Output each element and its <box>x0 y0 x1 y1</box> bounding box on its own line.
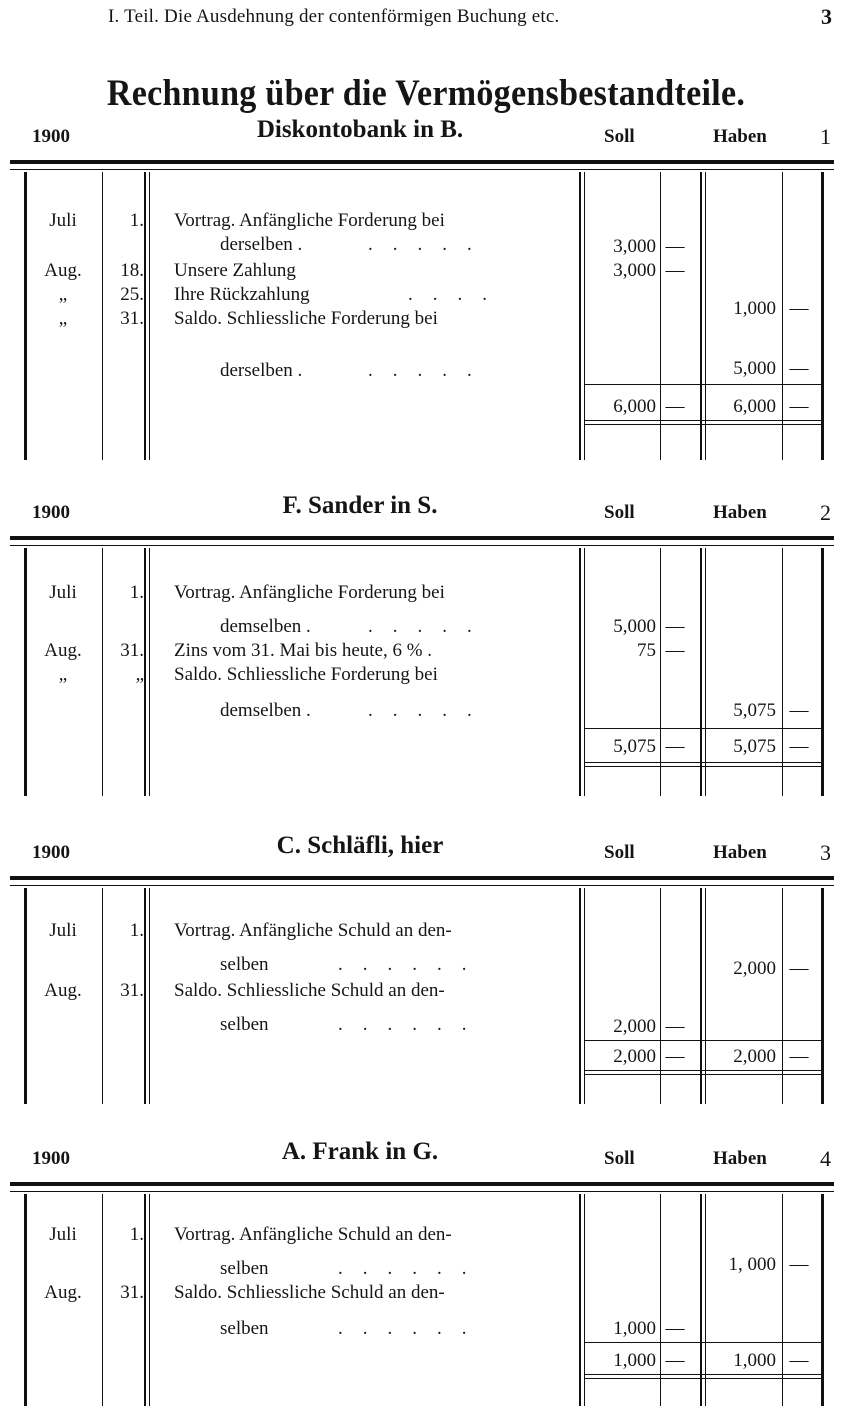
soll-total-cents: — <box>665 736 685 757</box>
entry-description-cont: selben <box>220 1318 269 1339</box>
entry-month: „ <box>58 308 68 329</box>
sum-rule <box>584 1342 821 1343</box>
ledger-border <box>821 172 824 460</box>
entry-day: 31. <box>120 308 144 329</box>
ledger-border <box>821 1194 824 1406</box>
ledger-border <box>24 548 27 796</box>
running-header <box>0 0 852 40</box>
leader-dots: ...... <box>338 954 487 975</box>
account-year: 1900 <box>32 126 70 147</box>
account-year: 1900 <box>32 1148 70 1169</box>
haben-cents: — <box>789 958 809 979</box>
account-header <box>0 116 852 152</box>
soll-amount: 3,000 <box>613 236 656 257</box>
haben-total-cents: — <box>789 1046 809 1067</box>
ledger-divider <box>700 548 702 796</box>
entry-description-cont: selben <box>220 1258 269 1279</box>
entry-month: Aug. <box>44 260 82 281</box>
soll-total-cents: — <box>665 396 685 417</box>
soll-amount: 5,000 <box>613 616 656 637</box>
account-year: 1900 <box>32 502 70 523</box>
entry-day: 31. <box>120 980 144 1001</box>
running-title: I. Teil. Die Ausdehnung der contenförmigen Buchung etc. <box>108 6 560 27</box>
ledger-divider <box>102 548 103 796</box>
account-1 <box>0 116 852 460</box>
soll-total: 6,000 <box>613 396 656 417</box>
soll-cents: — <box>665 640 685 661</box>
soll-total: 2,000 <box>613 1046 656 1067</box>
ledger-divider <box>700 172 702 460</box>
ledger-divider <box>579 172 581 460</box>
soll-amount: 1,000 <box>613 1318 656 1339</box>
soll-cents: — <box>665 1016 685 1037</box>
entry-description: Saldo. Schliessliche Forderung bei <box>174 308 438 329</box>
entry-day: 1. <box>129 920 144 941</box>
account-number: 2 <box>820 500 831 525</box>
account-number: 4 <box>820 1146 831 1171</box>
header-rule-thin <box>10 885 834 886</box>
ledger-border <box>24 1194 27 1406</box>
ledger-divider <box>782 548 783 796</box>
entry-day: 1. <box>129 582 144 603</box>
total-double-rule <box>584 762 821 767</box>
total-double-rule <box>584 420 821 425</box>
soll-cents: — <box>665 616 685 637</box>
ledger-border <box>24 888 27 1104</box>
ledger-border <box>821 888 824 1104</box>
entry-month: „ <box>58 284 68 305</box>
entry-day: 31. <box>120 640 144 661</box>
account-header <box>0 832 852 868</box>
ledger-divider <box>579 1194 581 1406</box>
leader-dots: ..... <box>368 616 492 637</box>
ledger-border <box>24 172 27 460</box>
ledger-divider <box>660 172 661 460</box>
ledger-divider <box>144 1194 146 1406</box>
soll-total: 1,000 <box>613 1350 656 1371</box>
soll-column-label: Soll <box>604 1148 635 1169</box>
ledger-divider <box>149 172 150 460</box>
entry-month: Aug. <box>44 1282 82 1303</box>
page-title: Rechnung über die Vermögensbestandteile. <box>106 73 746 114</box>
entry-month: Aug. <box>44 980 82 1001</box>
account-4 <box>0 1138 852 1406</box>
haben-total-cents: — <box>789 1350 809 1371</box>
leader-dots: ..... <box>368 360 492 381</box>
soll-column-label: Soll <box>604 502 635 523</box>
leader-dots: .... <box>408 284 507 305</box>
entry-description-cont: demselben . <box>220 700 311 721</box>
account-name: Diskontobank in B. <box>256 116 464 143</box>
ledger-divider <box>144 172 146 460</box>
ledger-divider <box>579 888 581 1104</box>
haben-cents: — <box>789 358 809 379</box>
entry-description-cont: derselben . <box>220 360 303 381</box>
soll-total-cents: — <box>665 1350 685 1371</box>
entry-day: „ <box>135 664 144 685</box>
entry-description-cont: selben <box>220 954 269 975</box>
leader-dots: ...... <box>338 1014 487 1035</box>
leader-dots: ...... <box>338 1258 487 1279</box>
soll-cents: — <box>665 236 685 257</box>
header-rule <box>10 536 834 540</box>
account-number: 3 <box>820 840 831 865</box>
entry-description-cont: selben <box>220 1014 269 1035</box>
soll-amount: 3,000 <box>613 260 656 281</box>
ledger-divider <box>102 888 103 1104</box>
soll-total: 5,075 <box>613 736 656 757</box>
account-header <box>0 1138 852 1174</box>
entry-month: „ <box>58 664 68 685</box>
ledger-divider <box>144 888 146 1104</box>
entry-day: 1. <box>129 1224 144 1245</box>
soll-cents: — <box>665 1318 685 1339</box>
haben-cents: — <box>789 298 809 319</box>
entry-description-cont: derselben . <box>220 234 303 255</box>
account-name: C. Schläfli, hier <box>276 832 444 859</box>
account-header <box>0 492 852 528</box>
haben-amount: 1,000 <box>733 298 776 319</box>
haben-amount: 5,075 <box>733 700 776 721</box>
header-rule-thin <box>10 1191 834 1192</box>
entry-description: Unsere Zahlung <box>174 260 296 281</box>
haben-total-cents: — <box>789 736 809 757</box>
sum-rule <box>584 384 821 385</box>
entry-description: Zins vom 31. Mai bis heute, 6 % . <box>174 640 433 661</box>
entry-month: Aug. <box>44 640 82 661</box>
account-number: 1 <box>820 124 831 149</box>
ledger-border <box>821 548 824 796</box>
entry-month: Juli <box>49 582 77 603</box>
entry-month: Juli <box>49 1224 77 1245</box>
entry-day: 1. <box>129 210 144 231</box>
haben-column-label: Haben <box>713 842 767 863</box>
haben-column-label: Haben <box>713 1148 767 1169</box>
soll-amount: 2,000 <box>613 1016 656 1037</box>
ledger-divider <box>102 1194 103 1406</box>
entry-description: Ihre Rückzahlung <box>174 284 310 305</box>
entry-description: Saldo. Schliessliche Schuld an den- <box>174 1282 445 1303</box>
soll-column-label: Soll <box>604 126 635 147</box>
entry-description: Vortrag. Anfängliche Forderung bei <box>174 582 445 603</box>
ledger-divider <box>579 548 581 796</box>
soll-total-cents: — <box>665 1046 685 1067</box>
haben-total: 5,075 <box>733 736 776 757</box>
entry-description-cont: demselben . <box>220 616 311 637</box>
entry-description: Saldo. Schliessliche Schuld an den- <box>174 980 445 1001</box>
haben-total-cents: — <box>789 396 809 417</box>
soll-cents: — <box>665 260 685 281</box>
haben-cents: — <box>789 700 809 721</box>
entry-description: Vortrag. Anfängliche Schuld an den- <box>174 1224 452 1245</box>
haben-total: 6,000 <box>733 396 776 417</box>
ledger-divider <box>149 548 150 796</box>
haben-amount: 1, 000 <box>728 1254 776 1275</box>
sum-rule <box>584 1040 821 1041</box>
entry-month: Juli <box>49 210 77 231</box>
ledger-divider <box>102 172 103 460</box>
entry-month: Juli <box>49 920 77 941</box>
entry-day: 25. <box>120 284 144 305</box>
ledger-divider <box>782 172 783 460</box>
account-name: A. Frank in G. <box>281 1138 439 1165</box>
header-rule <box>10 876 834 880</box>
account-name: F. Sander in S. <box>282 492 438 519</box>
ledger-divider <box>705 548 706 796</box>
entry-day: 18. <box>120 260 144 281</box>
ledger-divider <box>144 548 146 796</box>
account-2 <box>0 492 852 796</box>
leader-dots: ..... <box>368 234 492 255</box>
haben-column-label: Haben <box>713 502 767 523</box>
entry-description: Vortrag. Anfängliche Forderung bei <box>174 210 445 231</box>
header-rule <box>10 1182 834 1186</box>
header-rule-thin <box>10 545 834 546</box>
entry-description: Saldo. Schliessliche Forderung bei <box>174 664 438 685</box>
account-3 <box>0 832 852 1104</box>
ledger-divider <box>149 888 150 1104</box>
total-double-rule <box>584 1374 821 1379</box>
haben-total: 2,000 <box>733 1046 776 1067</box>
soll-column-label: Soll <box>604 842 635 863</box>
leader-dots: ...... <box>338 1318 487 1339</box>
ledger-divider <box>660 548 661 796</box>
ledger-divider <box>584 548 585 796</box>
total-double-rule <box>584 1070 821 1075</box>
header-rule-thin <box>10 169 834 170</box>
haben-total: 1,000 <box>733 1350 776 1371</box>
header-rule <box>10 160 834 164</box>
entry-description: Vortrag. Anfängliche Schuld an den- <box>174 920 452 941</box>
soll-amount: 75 <box>637 640 656 661</box>
haben-amount: 2,000 <box>733 958 776 979</box>
ledger-divider <box>149 1194 150 1406</box>
sum-rule <box>584 728 821 729</box>
leader-dots: ..... <box>368 700 492 721</box>
haben-column-label: Haben <box>713 126 767 147</box>
haben-cents: — <box>789 1254 809 1275</box>
account-year: 1900 <box>32 842 70 863</box>
haben-amount: 5,000 <box>733 358 776 379</box>
page-number: 3 <box>821 4 832 29</box>
entry-day: 31. <box>120 1282 144 1303</box>
